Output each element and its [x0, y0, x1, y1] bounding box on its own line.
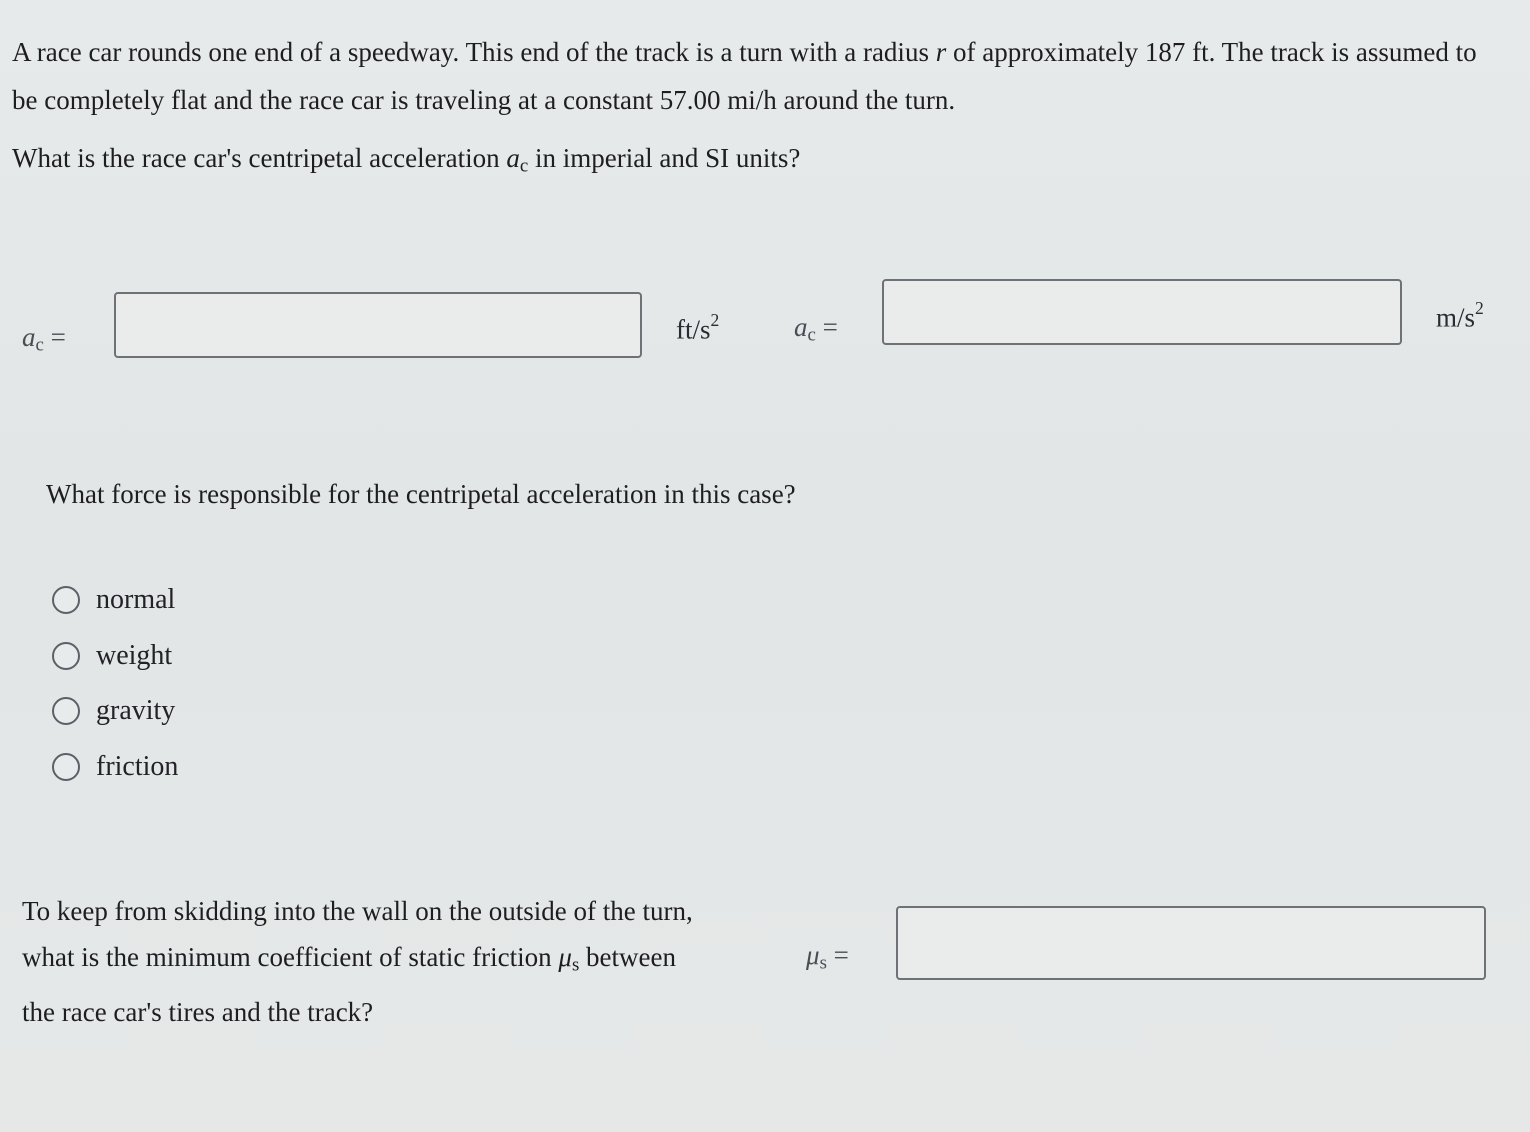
- ac-si-unit-base: m/s: [1436, 302, 1476, 333]
- problem-statement: [12, 28, 1492, 124]
- radio-button[interactable]: [52, 753, 80, 781]
- mu-s-equals: =: [826, 940, 849, 970]
- question-responsible-force: What force is responsible for the centripetal acceleration in this case?: [46, 479, 796, 509]
- question1-symbol-sub: c: [519, 155, 529, 177]
- ac-imperial-sub: c: [35, 334, 44, 356]
- mu-s-label: [806, 940, 849, 975]
- ac-si-input[interactable]: [882, 279, 1402, 345]
- ac-imperial-equals: =: [43, 322, 66, 352]
- question1-symbol: a: [506, 143, 520, 173]
- problem-text-part1: A race car rounds one end of a speedway. This end of the track is a turn with a radius: [12, 37, 936, 67]
- question3-symbol: μ: [558, 942, 572, 972]
- ac-si-symbol: a: [794, 312, 808, 342]
- question-centripetal-acceleration: [12, 134, 1112, 191]
- ac-si-label: [794, 312, 838, 347]
- mu-s-input[interactable]: [896, 906, 1486, 980]
- ac-si-unit-exp: 2: [1475, 298, 1484, 318]
- radius-symbol: r: [935, 37, 947, 67]
- ac-imperial-unit: [676, 310, 719, 345]
- mu-s-symbol: μ: [806, 940, 820, 970]
- question-static-friction: [22, 888, 702, 1035]
- problem-text-part2: of approximately 187 ft. The track is assumed to be completely flat and the race car is traveling at a constant 57.00 mi/h around the turn.: [12, 37, 1477, 115]
- mu-s-sub: s: [819, 952, 827, 974]
- option-label: friction: [96, 751, 179, 782]
- ac-imperial-input[interactable]: [114, 292, 642, 358]
- ac-si-unit: [1436, 298, 1484, 333]
- option-friction[interactable]: [52, 749, 178, 785]
- ac-imperial-unit-exp: 2: [710, 310, 720, 330]
- option-label: normal: [96, 584, 176, 615]
- ac-imperial-label: [22, 322, 66, 357]
- question3-symbol-sub: s: [571, 954, 580, 976]
- ac-imperial-symbol: a: [22, 322, 36, 352]
- option-normal[interactable]: [52, 582, 175, 618]
- question3-text-before: To keep from skidding into the wall on the outside of the turn, what is the minimum coefficient of static friction: [22, 896, 693, 972]
- option-label: gravity: [96, 695, 176, 726]
- radio-button[interactable]: [52, 642, 80, 670]
- radio-button[interactable]: [52, 697, 80, 725]
- option-label: weight: [96, 640, 173, 671]
- ac-si-equals: =: [815, 312, 838, 342]
- radio-button[interactable]: [52, 586, 80, 614]
- option-gravity[interactable]: [52, 693, 175, 729]
- question1-text-after: in imperial and SI units?: [528, 143, 801, 173]
- option-weight[interactable]: [52, 638, 172, 674]
- question3-text-after: between the race car's tires and the track?: [22, 942, 676, 1027]
- question1-text-before: What is the race car's centripetal acceleration: [12, 143, 507, 173]
- ac-si-sub: c: [807, 324, 816, 346]
- ac-imperial-unit-base: ft/s: [676, 314, 711, 345]
